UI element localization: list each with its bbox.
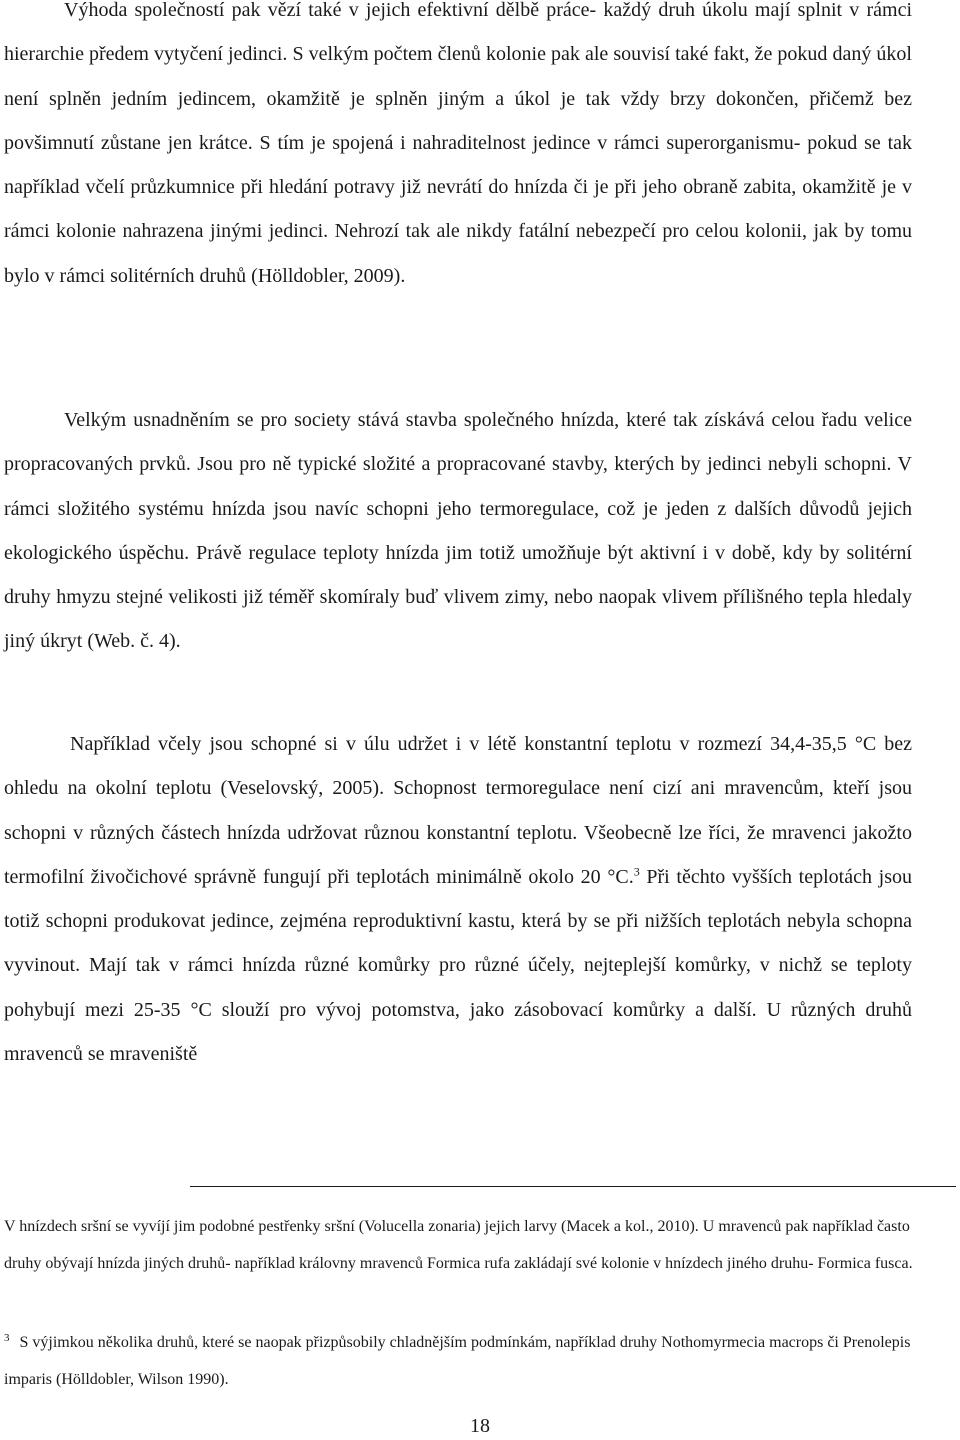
footnote-mark: 3 bbox=[4, 1332, 10, 1344]
footnote-separator-line bbox=[190, 1186, 956, 1187]
body-paragraph-3-text-part-2: Při těchto vyšších teplotách jsou totiž schopni produkovat jedince, zejména reproduktivní kastu, která by se při nižších teplotách nebyla schopna vyvinout. Mají tak v rámci hnízda různé komůrky pro různé účely, nejteplejší komůrky, v nichž se teploty pohybují mezi 25-35 °C slouží pro vývoj potomstva, jako zásobovací komůrky a další. U různých druhů mravenců se mraveniště bbox=[4, 865, 912, 1066]
footnote-reference-3: 3 bbox=[633, 864, 640, 879]
body-paragraph-3 bbox=[4, 722, 912, 1076]
body-paragraph-1: Výhoda společností pak vězí také v jejich efektivní dělbě práce- každý druh úkolu mají splnit v rámci hierarchie předem vytyčení jedinci. S velkým počtem členů kolonie pak ale souvisí také fakt, že pokud daný úkol není splněn jedním jedincem, okamžitě je splněn jiným a úkol je tak vždy brzy dokončen, přičemž bez povšimnutí zůstane jen krátce. S tím je spojená i nahraditelnost jedince v rámci superorganismu- pokud se tak například včelí průzkumnice při hledání potravy již nevrátí do hnízda či je při jeho obraně zabita, okamžitě je v rámci kolonie nahrazena jinými jedinci. Nehrozí tak ale nikdy fatální nebezpečí pro celou kolonii, jak by tomu bylo v rámci solitérních druhů (Hölldobler, 2009). bbox=[4, 0, 912, 287]
page-number: 18 bbox=[470, 1415, 490, 1437]
footnote-3 bbox=[4, 1320, 916, 1398]
body-paragraph-3-text-part-1: Například včely jsou schopné si v úlu udržet i v létě konstantní teplotu v rozmezí 34,4-35,5 °C bez ohledu na okolní teplotu (Veselovský, 2005). Schopnost termoregulace není cizí ani mravencům, kteří jsou schopni v různých částech hnízda udržovat různou konstantní teplotu. Všeobecně lze říci, že mravenci jakožto termofilní živočichové správně fungují při teplotách minimálně okolo 20 °C. bbox=[4, 733, 912, 888]
footnote-2-continuation bbox=[4, 1208, 916, 1282]
footnote-text: V hnízdech sršní se vyvíjí jim podobné pestřenky sršní (Volucella zonaria) jejich larvy (Macek a kol., 2010). U mravenců pak například často druhy obývají hnízda jiných druhů- například královny mravenců Formica rufa zakládají své kolonie v hnízdech jiného druhu- Formica fusca. bbox=[4, 1218, 913, 1272]
body-paragraph-2: Velkým usnadněním se pro society stává stavba společného hnízda, které tak získává celou řadu velice propracovaných prvků. Jsou pro ně typické složité a propracované stavby, kterých by jedinci nebyli schopni. V rámci složitého systému hnízda jsou navíc schopni jeho termoregulace, což je jeden z dalších důvodů jejich ekologického úspěchu. Právě regulace teploty hnízda jim totiž umožňuje být aktivní i v době, kdy by solitérní druhy hmyzu stejné velikosti již téměř skomíraly buď vlivem zimy, nebo naopak vlivem přílišného tepla hledaly jiný úkryt (Web. č. 4). bbox=[4, 409, 912, 653]
footnote-text: S výjimkou několika druhů, které se naopak přizpůsobily chladnějším podmínkám, například druhy Nothomyrmecia macrops či Prenolepis imparis (Hölldobler, Wilson 1990). bbox=[4, 1334, 911, 1388]
